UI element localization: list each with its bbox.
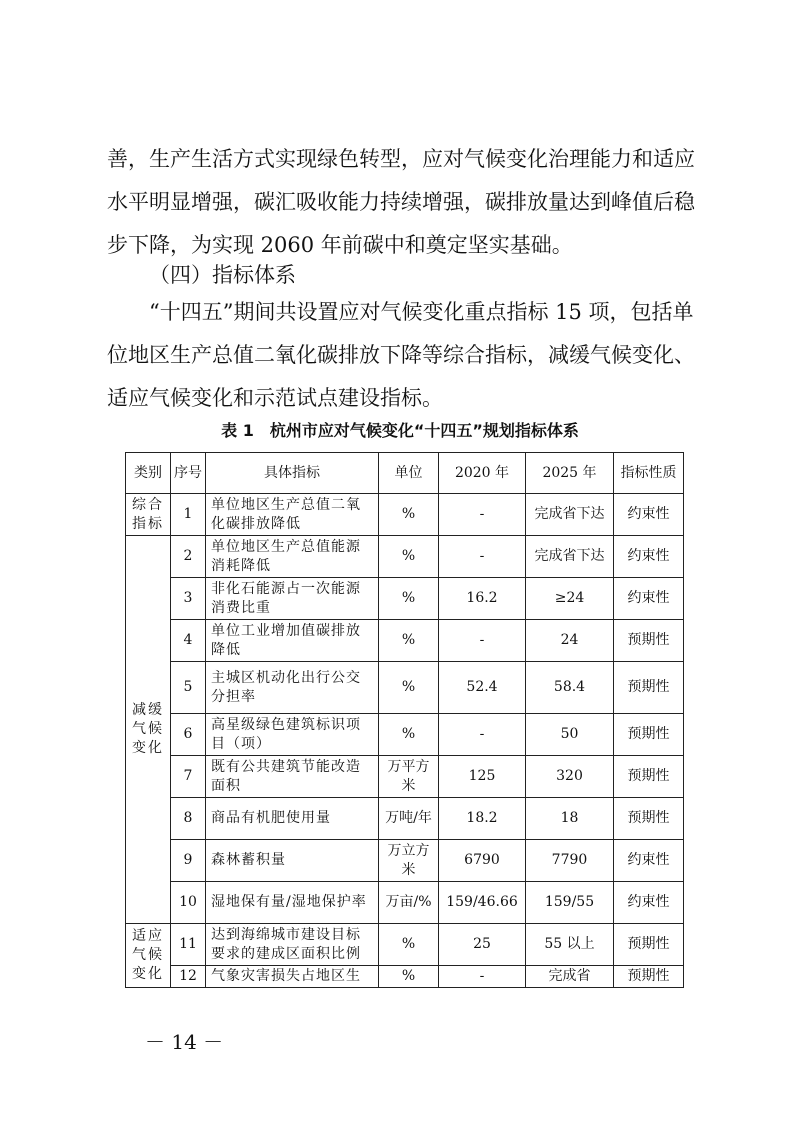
row-number: 7 bbox=[171, 756, 206, 798]
body-paragraph: 善，生产生活方式实现绿色转型，应对气候变化治理能力和适应水平明显增强，碳汇吸收能力持续增强，碳排放量达到峰值后稳步下降，为实现 2060 年前碳中和奠定坚实基础。 bbox=[107, 147, 695, 257]
table-row bbox=[126, 662, 684, 714]
value-2020: 52.4 bbox=[439, 662, 526, 714]
header-category: 类别 bbox=[126, 453, 171, 494]
table-caption: 表 1 杭州市应对气候变化“十四五”规划指标体系 bbox=[221, 421, 579, 440]
indicator-nature: 预期性 bbox=[614, 798, 684, 840]
indicator-name: 森林蓄积量 bbox=[206, 840, 379, 882]
value-2020: - bbox=[439, 620, 526, 662]
indicator-nature: 预期性 bbox=[614, 662, 684, 714]
unit: % bbox=[379, 966, 439, 988]
header-2025: 2025 年 bbox=[526, 453, 614, 494]
value-2020: 25 bbox=[439, 924, 526, 966]
unit: 万亩/% bbox=[379, 882, 439, 924]
value-2025: 完成省下达 bbox=[526, 536, 614, 578]
value-2025: 58.4 bbox=[526, 662, 614, 714]
table-row bbox=[126, 756, 684, 798]
indicator-name: 单位工业增加值碳排放降低 bbox=[206, 620, 379, 662]
value-2025: ≥24 bbox=[526, 578, 614, 620]
table-row bbox=[126, 578, 684, 620]
unit: % bbox=[379, 924, 439, 966]
indicator-nature: 约束性 bbox=[614, 882, 684, 924]
indicator-name: 商品有机肥使用量 bbox=[206, 798, 379, 840]
table-row bbox=[126, 966, 684, 988]
unit: 万立方米 bbox=[379, 840, 439, 882]
table-row bbox=[126, 494, 684, 536]
indicator-nature: 约束性 bbox=[614, 536, 684, 578]
unit: % bbox=[379, 620, 439, 662]
indicator-nature: 约束性 bbox=[614, 578, 684, 620]
body-paragraph: “十四五”期间共设置应对气候变化重点指标 15 项，包括单位地区生产总值二氧化碳排放下降等综合指标，减缓气候变化、适应气候变化和示范试点建设指标。 bbox=[107, 300, 695, 410]
unit: 万平方米 bbox=[379, 756, 439, 798]
indicator-name: 主城区机动化出行公交分担率 bbox=[206, 662, 379, 714]
page-number: － 14 － bbox=[145, 1030, 224, 1054]
unit: % bbox=[379, 494, 439, 536]
indicator-nature: 预期性 bbox=[614, 714, 684, 756]
row-number: 9 bbox=[171, 840, 206, 882]
row-number: 3 bbox=[171, 578, 206, 620]
table-row bbox=[126, 798, 684, 840]
indicator-nature: 预期性 bbox=[614, 966, 684, 988]
value-2025: 320 bbox=[526, 756, 614, 798]
row-number: 4 bbox=[171, 620, 206, 662]
value-2020: 159/46.66 bbox=[439, 882, 526, 924]
value-2020: - bbox=[439, 714, 526, 756]
unit: % bbox=[379, 536, 439, 578]
row-number: 2 bbox=[171, 536, 206, 578]
indicator-nature: 约束性 bbox=[614, 494, 684, 536]
table-row bbox=[126, 924, 684, 966]
value-2020: - bbox=[439, 494, 526, 536]
table-row bbox=[126, 536, 684, 578]
value-2025: 159/55 bbox=[526, 882, 614, 924]
value-2025: 完成省 bbox=[526, 966, 614, 988]
value-2025: 50 bbox=[526, 714, 614, 756]
indicator-name: 高星级绿色建筑标识项目（项） bbox=[206, 714, 379, 756]
category-cell: 适应气候变化 bbox=[126, 924, 171, 988]
category-cell: 综合指标 bbox=[126, 494, 171, 536]
unit: 万吨/年 bbox=[379, 798, 439, 840]
value-2025: 7790 bbox=[526, 840, 614, 882]
unit: % bbox=[379, 662, 439, 714]
row-number: 10 bbox=[171, 882, 206, 924]
unit: % bbox=[379, 578, 439, 620]
indicator-name: 单位地区生产总值能源消耗降低 bbox=[206, 536, 379, 578]
value-2025: 24 bbox=[526, 620, 614, 662]
row-number: 11 bbox=[171, 924, 206, 966]
indicator-nature: 预期性 bbox=[614, 924, 684, 966]
section-heading: （四）指标体系 bbox=[149, 263, 296, 287]
indicator-name: 既有公共建筑节能改造面积 bbox=[206, 756, 379, 798]
row-number: 1 bbox=[171, 494, 206, 536]
row-number: 12 bbox=[171, 966, 206, 988]
indicator-name: 气象灾害损失占地区生 bbox=[206, 966, 379, 988]
indicator-nature: 预期性 bbox=[614, 620, 684, 662]
value-2020: - bbox=[439, 966, 526, 988]
value-2020: 6790 bbox=[439, 840, 526, 882]
row-number: 8 bbox=[171, 798, 206, 840]
category-cell: 减缓气候变化 bbox=[126, 536, 171, 924]
table-row bbox=[126, 882, 684, 924]
indicator-nature: 约束性 bbox=[614, 840, 684, 882]
value-2025: 18 bbox=[526, 798, 614, 840]
indicator-nature: 预期性 bbox=[614, 756, 684, 798]
header-unit: 单位 bbox=[379, 453, 439, 494]
value-2025: 完成省下达 bbox=[526, 494, 614, 536]
header-number: 序号 bbox=[171, 453, 206, 494]
value-2020: 125 bbox=[439, 756, 526, 798]
value-2020: 18.2 bbox=[439, 798, 526, 840]
row-number: 6 bbox=[171, 714, 206, 756]
header-indicator: 具体指标 bbox=[206, 453, 379, 494]
value-2020: 16.2 bbox=[439, 578, 526, 620]
value-2020: - bbox=[439, 536, 526, 578]
indicator-name: 达到海绵城市建设目标要求的建成区面积比例 bbox=[206, 924, 379, 966]
value-2025: 55 以上 bbox=[526, 924, 614, 966]
indicator-name: 单位地区生产总值二氧化碳排放降低 bbox=[206, 494, 379, 536]
row-number: 5 bbox=[171, 662, 206, 714]
unit: % bbox=[379, 714, 439, 756]
table-row bbox=[126, 714, 684, 756]
table-row bbox=[126, 840, 684, 882]
indicator-name: 非化石能源占一次能源消费比重 bbox=[206, 578, 379, 620]
header-nature: 指标性质 bbox=[614, 453, 684, 494]
indicator-table bbox=[125, 452, 684, 988]
header-2020: 2020 年 bbox=[439, 453, 526, 494]
table-header-row bbox=[126, 453, 684, 494]
indicator-name: 湿地保有量/湿地保护率 bbox=[206, 882, 379, 924]
table-row bbox=[126, 620, 684, 662]
